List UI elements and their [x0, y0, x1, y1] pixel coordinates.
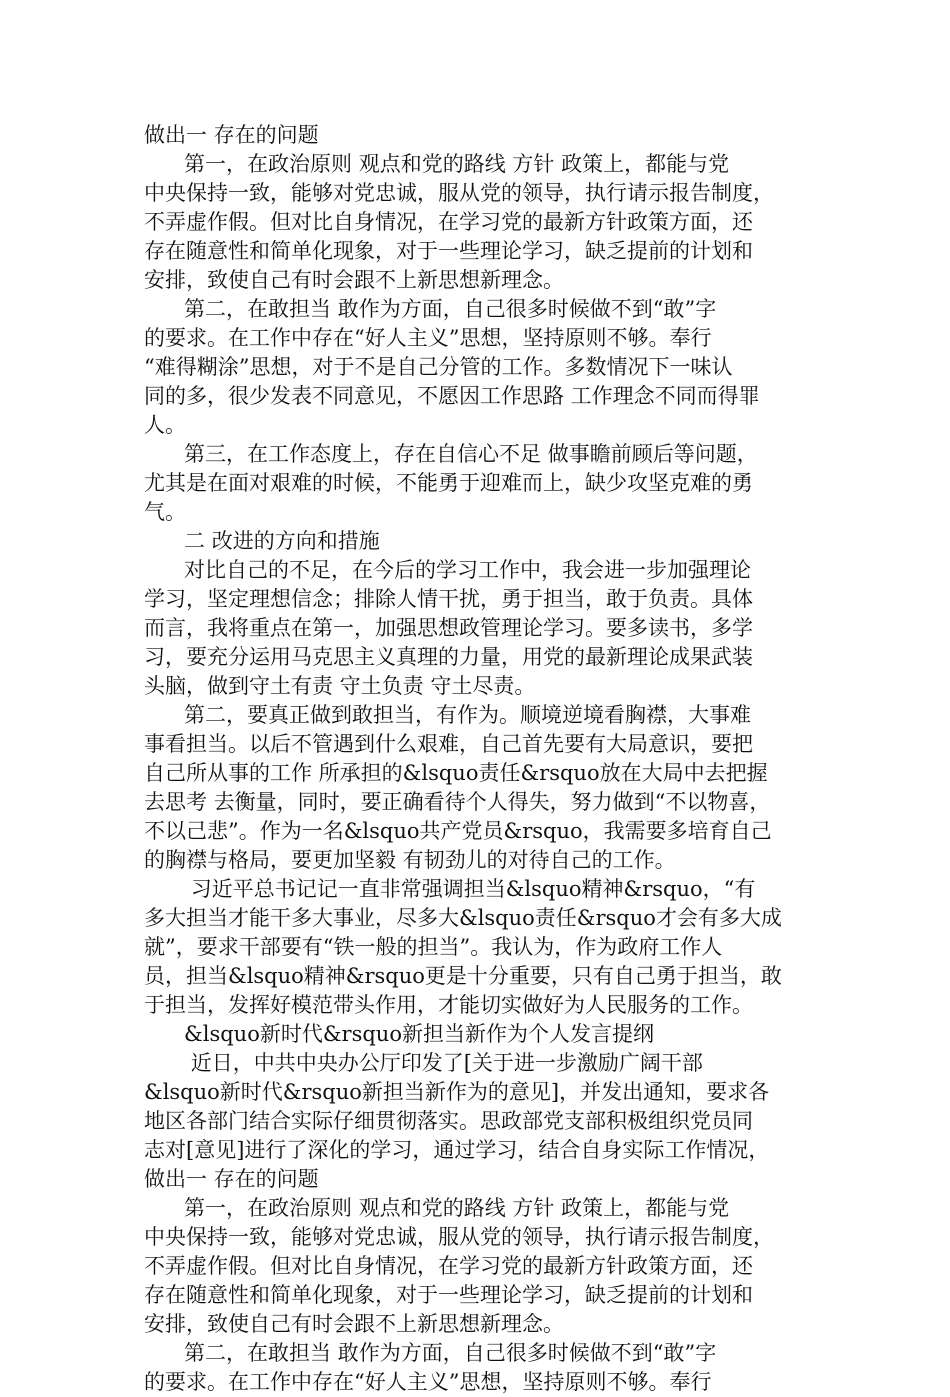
- text-line: 自己所从事的工作 所承担的&lsquo责任&rsquo放在大局中去把握: [144, 761, 768, 785]
- text-line: 的要求。在工作中存在“好人主义”思想，坚持原则不够。奉行: [144, 326, 712, 350]
- section-heading: 二 改进的方向和措施: [144, 529, 380, 553]
- text-line: 地区各部门结合实际仔细贯彻落实。思政部党支部积极组织党员同: [144, 1109, 753, 1133]
- text-line: 人。: [144, 413, 186, 437]
- text-line: 做出一 存在的问题: [144, 1167, 319, 1191]
- text-line: 不弄虚作假。但对比自身情况，在学习党的最新方针政策方面，还: [144, 210, 753, 234]
- text-line: 第一，在政治原则 观点和党的路线 方针 政策上，都能与党: [144, 152, 730, 176]
- text-line: 第一，在政治原则 观点和党的路线 方针 政策上，都能与党: [144, 1196, 730, 1220]
- text-line: 志对[意见]进行了深化的学习，通过学习，结合自身实际工作情况，: [144, 1138, 770, 1162]
- text-line: 第二，在敢担当 敢作为方面，自己很多时候做不到“敢”字: [144, 1341, 717, 1365]
- text-line: 对比自己的不足，在今后的学习工作中，我会进一步加强理论: [144, 558, 752, 582]
- text-line: 而言，我将重点在第一，加强思想政管理论学习。要多读书，多学: [144, 616, 753, 640]
- text-line: 去思考 去衡量，同时，要正确看待个人得失，努力做到“不以物喜，: [144, 790, 771, 814]
- text-line: 习近平总书记记一直非常强调担当&lsquo精神&rsquo，“有: [144, 877, 756, 901]
- text-line: 近日，中共中央办公厅印发了[关于进一步激励广阔干部: [144, 1051, 703, 1075]
- text-line: 做出一 存在的问题: [144, 123, 319, 147]
- text-line: 的要求。在工作中存在“好人主义”思想，坚持原则不够。奉行: [144, 1370, 712, 1394]
- text-line: 安排，致使自己有时会跟不上新思想新理念。: [144, 1312, 564, 1336]
- text-line: 就”，要求干部要有“铁一般的担当”。我认为，作为政府工作人: [144, 935, 723, 959]
- text-line: 员，担当&lsquo精神&rsquo更是十分重要，只有自己勇于担当，敢: [144, 964, 782, 988]
- text-line: 的胸襟与格局，要更加坚毅 有韧劲儿的对待自己的工作。: [144, 848, 676, 872]
- text-line: 存在随意性和简单化现象，对于一些理论学习，缺乏提前的计划和: [144, 239, 753, 263]
- text-line: 习，要充分运用马克思主义真理的力量，用党的最新理论成果武装: [144, 645, 753, 669]
- text-line: 不弄虚作假。但对比自身情况，在学习党的最新方针政策方面，还: [144, 1254, 753, 1278]
- text-line: 第二，在敢担当 敢作为方面，自己很多时候做不到“敢”字: [144, 297, 717, 321]
- text-line: 于担当，发挥好模范带头作用，才能切实做好为人民服务的工作。: [144, 993, 753, 1017]
- text-line: 安排，致使自己有时会跟不上新思想新理念。: [144, 268, 564, 292]
- text-line: 多大担当才能干多大事业，尽多大&lsquo责任&rsquo才会有多大成: [144, 906, 782, 930]
- text-line: 事看担当。以后不管遇到什么艰难，自己首先要有大局意识，要把: [144, 732, 753, 756]
- text-line: 气。: [144, 500, 186, 524]
- text-line: 中央保持一致，能够对党忠诚，服从党的领导，执行请示报告制度，: [144, 1225, 774, 1249]
- text-line: 存在随意性和简单化现象，对于一些理论学习，缺乏提前的计划和: [144, 1283, 753, 1307]
- document-body: [144, 121, 824, 1397]
- text-line: 第三，在工作态度上，存在自信心不足 做事瞻前顾后等问题，: [144, 442, 758, 466]
- text-line: 尤其是在面对艰难的时候，不能勇于迎难而上，缺少攻坚克难的勇: [144, 471, 753, 495]
- text-line: “难得糊涂”思想，对于不是自己分管的工作。多数情况下一味认: [144, 355, 733, 379]
- text-line: 同的多，很少发表不同意见，不愿因工作思路 工作理念不同而得罪: [144, 384, 760, 408]
- text-line: 头脑，做到守土有责 守土负责 守土尽责。: [144, 674, 536, 698]
- text-line: 不以己悲”。作为一名&lsquo共产党员&rsquo，我需要多培育自己: [144, 819, 772, 843]
- text-line: 学习，坚定理想信念；排除人情干扰，勇于担当，敢于负责。具体: [144, 587, 753, 611]
- text-line: &lsquo新时代&rsquo新担当新作为的意见]，并发出通知，要求各: [144, 1080, 770, 1104]
- text-line: 中央保持一致，能够对党忠诚，服从党的领导，执行请示报告制度，: [144, 181, 774, 205]
- text-line: 第二，要真正做到敢担当，有作为。顺境逆境看胸襟，大事难: [144, 703, 752, 727]
- section-heading: &lsquo新时代&rsquo新担当新作为个人发言提纲: [144, 1022, 654, 1046]
